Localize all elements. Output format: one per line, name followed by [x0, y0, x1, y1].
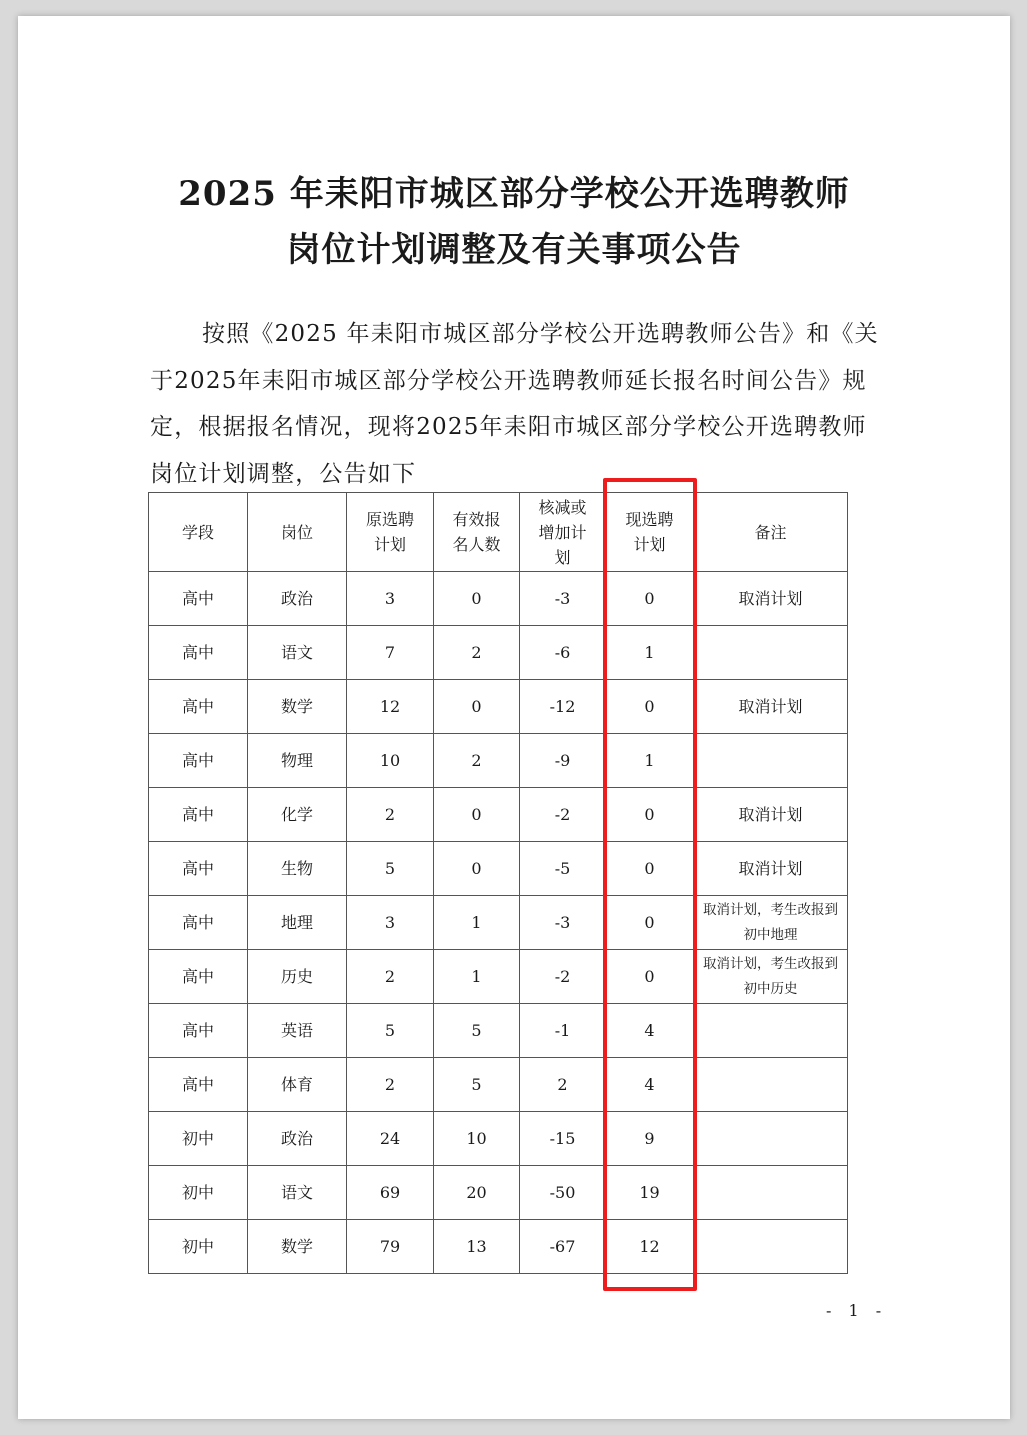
- cell-stage: 高中: [149, 896, 248, 950]
- cell-adjust: 2: [520, 1058, 606, 1112]
- cell-stage: 初中: [149, 1220, 248, 1274]
- cell-applicants: 1: [434, 950, 520, 1004]
- cell-adjust: -9: [520, 734, 606, 788]
- cell-post: 地理: [248, 896, 347, 950]
- cell-note: 取消计划: [694, 572, 848, 626]
- cell-stage: 初中: [149, 1112, 248, 1166]
- cell-adjust: -67: [520, 1220, 606, 1274]
- cell-post: 体育: [248, 1058, 347, 1112]
- table-row: [149, 788, 848, 842]
- cell-stage: 高中: [149, 842, 248, 896]
- plan-table: [148, 492, 848, 1274]
- table-header-row: [149, 493, 848, 572]
- cell-current: 4: [606, 1058, 694, 1112]
- cell-current: 0: [606, 788, 694, 842]
- header-adjust: 核减或增加计划: [520, 493, 606, 572]
- cell-original: 3: [347, 896, 434, 950]
- cell-original: 12: [347, 680, 434, 734]
- cell-post: 化学: [248, 788, 347, 842]
- cell-stage: 高中: [149, 734, 248, 788]
- cell-current: 1: [606, 626, 694, 680]
- cell-applicants: 0: [434, 572, 520, 626]
- cell-note: [694, 1220, 848, 1274]
- cell-post: 英语: [248, 1004, 347, 1058]
- header-post: 岗位: [248, 493, 347, 572]
- table-row: [149, 680, 848, 734]
- cell-current: 4: [606, 1004, 694, 1058]
- table-row: [149, 1004, 848, 1058]
- cell-applicants: 5: [434, 1004, 520, 1058]
- cell-original: 10: [347, 734, 434, 788]
- header-applicants: 有效报名人数: [434, 493, 520, 572]
- header-stage: 学段: [149, 493, 248, 572]
- table-row: [149, 842, 848, 896]
- cell-current: 12: [606, 1220, 694, 1274]
- cell-note: [694, 1058, 848, 1112]
- title-line-2: 岗位计划调整及有关事项公告: [286, 230, 742, 270]
- cell-note: 取消计划: [694, 788, 848, 842]
- table-row: [149, 1058, 848, 1112]
- cell-original: 79: [347, 1220, 434, 1274]
- cell-current: 9: [606, 1112, 694, 1166]
- cell-adjust: -3: [520, 896, 606, 950]
- cell-post: 物理: [248, 734, 347, 788]
- cell-applicants: 2: [434, 626, 520, 680]
- table-row: [149, 1166, 848, 1220]
- cell-stage: 高中: [149, 788, 248, 842]
- cell-original: 7: [347, 626, 434, 680]
- cell-post: 语文: [248, 1166, 347, 1220]
- cell-applicants: 20: [434, 1166, 520, 1220]
- cell-adjust: -2: [520, 950, 606, 1004]
- cell-post: 政治: [248, 1112, 347, 1166]
- cell-post: 数学: [248, 1220, 347, 1274]
- cell-adjust: -2: [520, 788, 606, 842]
- cell-applicants: 5: [434, 1058, 520, 1112]
- cell-note: 取消计划，考生改报到初中地理: [694, 896, 848, 950]
- cell-applicants: 0: [434, 680, 520, 734]
- cell-original: 3: [347, 572, 434, 626]
- page-number: - 1 -: [826, 1301, 888, 1320]
- cell-applicants: 13: [434, 1220, 520, 1274]
- cell-post: 政治: [248, 572, 347, 626]
- cell-stage: 高中: [149, 950, 248, 1004]
- cell-note: 取消计划: [694, 842, 848, 896]
- cell-note: 取消计划: [694, 680, 848, 734]
- header-note: 备注: [694, 493, 848, 572]
- cell-original: 5: [347, 842, 434, 896]
- cell-stage: 初中: [149, 1166, 248, 1220]
- cell-post: 历史: [248, 950, 347, 1004]
- cell-stage: 高中: [149, 680, 248, 734]
- cell-applicants: 0: [434, 788, 520, 842]
- cell-original: 24: [347, 1112, 434, 1166]
- cell-current: 0: [606, 950, 694, 1004]
- cell-original: 69: [347, 1166, 434, 1220]
- table-row: [149, 950, 848, 1004]
- cell-adjust: -50: [520, 1166, 606, 1220]
- cell-current: 0: [606, 680, 694, 734]
- cell-current: 0: [606, 842, 694, 896]
- cell-stage: 高中: [149, 572, 248, 626]
- highlight-box: [603, 478, 697, 1291]
- cell-applicants: 10: [434, 1112, 520, 1166]
- document-page: [18, 16, 1010, 1419]
- cell-stage: 高中: [149, 1058, 248, 1112]
- cell-stage: 高中: [149, 1004, 248, 1058]
- cell-adjust: -12: [520, 680, 606, 734]
- cell-note: [694, 734, 848, 788]
- table-row: [149, 572, 848, 626]
- cell-applicants: 2: [434, 734, 520, 788]
- cell-note: [694, 1112, 848, 1166]
- cell-current: 0: [606, 896, 694, 950]
- cell-current: 1: [606, 734, 694, 788]
- cell-note: [694, 1004, 848, 1058]
- table-row: [149, 1220, 848, 1274]
- table-row: [149, 734, 848, 788]
- cell-applicants: 1: [434, 896, 520, 950]
- intro-paragraph: 按照《2025 年耒阳市城区部分学校公开选聘教师公告》和《关于2025年耒阳市城区部分学校公开选聘教师延长报名时间公告》规定，根据报名情况，现将2025年耒阳市城区部分学校公开选聘教师岗位计划调整，公告如下: [150, 321, 879, 487]
- cell-note: 取消计划，考生改报到初中历史: [694, 950, 848, 1004]
- cell-applicants: 0: [434, 842, 520, 896]
- cell-original: 2: [347, 1058, 434, 1112]
- document-title: [18, 166, 1010, 278]
- title-line-1: 2025 年耒阳市城区部分学校公开选聘教师: [178, 174, 850, 214]
- cell-original: 2: [347, 950, 434, 1004]
- cell-adjust: -1: [520, 1004, 606, 1058]
- cell-note: [694, 1166, 848, 1220]
- cell-stage: 高中: [149, 626, 248, 680]
- cell-current: 19: [606, 1166, 694, 1220]
- cell-original: 5: [347, 1004, 434, 1058]
- cell-adjust: -15: [520, 1112, 606, 1166]
- cell-note: [694, 626, 848, 680]
- cell-post: 生物: [248, 842, 347, 896]
- cell-post: 语文: [248, 626, 347, 680]
- header-current: 现选聘计划: [606, 493, 694, 572]
- cell-adjust: -6: [520, 626, 606, 680]
- header-original: 原选聘计划: [347, 493, 434, 572]
- cell-current: 0: [606, 572, 694, 626]
- cell-adjust: -3: [520, 572, 606, 626]
- cell-adjust: -5: [520, 842, 606, 896]
- table-row: [149, 1112, 848, 1166]
- table-row: [149, 896, 848, 950]
- cell-post: 数学: [248, 680, 347, 734]
- cell-original: 2: [347, 788, 434, 842]
- table-row: [149, 626, 848, 680]
